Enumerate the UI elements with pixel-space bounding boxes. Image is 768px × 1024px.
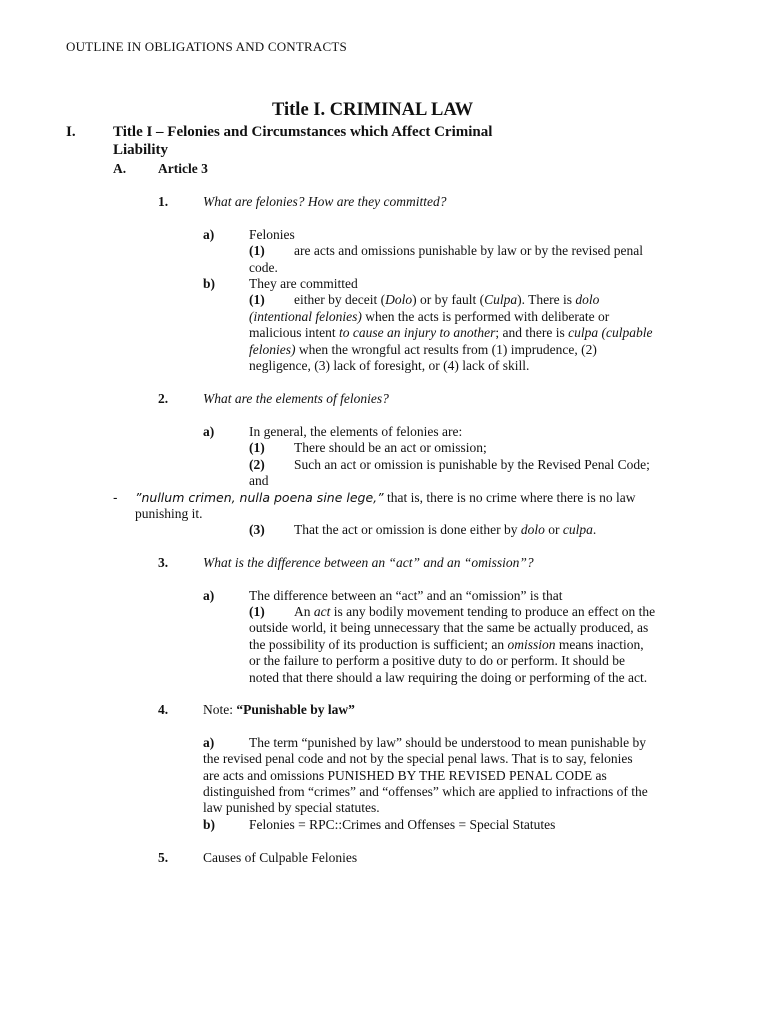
q3-a1-line4: or the failure to perform a positive duty to do or perform. It should be bbox=[249, 653, 626, 668]
q2-a2-number: (2) bbox=[249, 457, 265, 472]
q1-a1-line2: code. bbox=[249, 260, 278, 275]
q1-b-label: b) bbox=[203, 276, 216, 291]
q1-b-text: They are committed bbox=[249, 276, 358, 291]
question-4-note: Note: “Punishable by law” bbox=[203, 702, 355, 717]
question-1-text: What are felonies? How are they committed? bbox=[203, 194, 447, 209]
page-title: Title I. CRIMINAL LAW bbox=[272, 100, 474, 120]
q3-a-text: The difference between an “act” and an “omission” is that bbox=[249, 588, 563, 603]
q1-a1-number: (1) bbox=[249, 243, 265, 258]
q2-a2-continuation: and bbox=[249, 473, 269, 488]
section-roman-numeral: I. bbox=[66, 124, 76, 140]
question-2-number: 2. bbox=[158, 391, 169, 406]
q1-a-text: Felonies bbox=[249, 227, 295, 242]
q2-a-text: In general, the elements of felonies are: bbox=[249, 424, 463, 439]
q1-b1-line1: either by deceit (Dolo) or by fault (Culpa). There is dolo bbox=[294, 292, 600, 307]
q1-b1-line4: felonies) when the wrongful act results from (1) imprudence, (2) bbox=[249, 342, 597, 357]
q1-b1-line5: negligence, (3) lack of foresight, or (4) lack of skill. bbox=[249, 358, 530, 373]
q2-a3-number: (3) bbox=[249, 522, 265, 537]
question-1-number: 1. bbox=[158, 194, 169, 209]
latin-maxim-continuation: punishing it. bbox=[135, 506, 203, 521]
section-heading-line1: Title I – Felonies and Circumstances which Affect Criminal bbox=[113, 124, 493, 140]
q4-a-label: a) bbox=[203, 735, 215, 750]
q2-a3-text: That the act or omission is done either by dolo or culpa. bbox=[294, 522, 597, 537]
q2-a2-text: Such an act or omission is punishable by the Revised Penal Code; bbox=[294, 457, 650, 472]
q3-a1-line1: An act is any bodily movement tending to produce an effect on the bbox=[294, 604, 656, 619]
question-5-text: Causes of Culpable Felonies bbox=[203, 850, 358, 865]
q4-a-line1: The term “punished by law” should be understood to mean punishable by bbox=[249, 735, 647, 750]
q1-b1-line3: malicious intent to cause an injury to another; and there is culpa (culpable bbox=[249, 325, 653, 340]
q1-b1-line2: (intentional felonies) when the acts is performed with deliberate or bbox=[249, 309, 610, 324]
q1-b1-number: (1) bbox=[249, 292, 265, 307]
q2-a1-number: (1) bbox=[249, 440, 265, 455]
section-heading-line2: Liability bbox=[113, 142, 169, 158]
q1-a1-line1: are acts and omissions punishable by law or by the revised penal bbox=[294, 243, 644, 258]
subsection-label: A. bbox=[113, 161, 127, 176]
q1-a-label: a) bbox=[203, 227, 215, 242]
running-header: OUTLINE IN OBLIGATIONS AND CONTRACTS bbox=[66, 39, 347, 54]
q4-a-line2: the revised penal code and not by the special penal laws. That is to say, felonies bbox=[203, 751, 633, 766]
q4-b-label: b) bbox=[203, 817, 216, 832]
question-3-text: What is the difference between an “act” and an “omission”? bbox=[203, 555, 534, 570]
q3-a1-line5: noted that there should a law requiring the doing or performing of the act. bbox=[249, 670, 648, 685]
question-4-number: 4. bbox=[158, 702, 169, 717]
question-3-number: 3. bbox=[158, 555, 169, 570]
question-2-text: What are the elements of felonies? bbox=[203, 391, 389, 406]
q3-a-label: a) bbox=[203, 588, 215, 603]
q4-a-line4: distinguished from “crimes” and “offenses” which are applied to infractions of the bbox=[203, 784, 648, 799]
q4-b-text: Felonies = RPC::Crimes and Offenses = Special Statutes bbox=[249, 817, 556, 832]
bullet-dash: - bbox=[113, 490, 118, 505]
q4-a-line5: law punished by special statutes. bbox=[203, 800, 380, 815]
q3-a1-line2: outside world, it being unnecessary that the same be actually produced, as bbox=[249, 620, 649, 635]
q2-a-label: a) bbox=[203, 424, 215, 439]
question-5-number: 5. bbox=[158, 850, 169, 865]
q4-a-line3: are acts and omissions PUNISHED BY THE REVISED PENAL CODE as bbox=[203, 768, 607, 783]
latin-maxim-line: ”nullum crimen, nulla poena sine lege,” that is, there is no crime where there is no law bbox=[135, 490, 636, 505]
q2-a1-text: There should be an act or omission; bbox=[294, 440, 487, 455]
q3-a1-number: (1) bbox=[249, 604, 265, 619]
subsection-title: Article 3 bbox=[158, 161, 208, 176]
q3-a1-line3: the possibility of its production is sufficient; an omission means inaction, bbox=[249, 637, 644, 652]
